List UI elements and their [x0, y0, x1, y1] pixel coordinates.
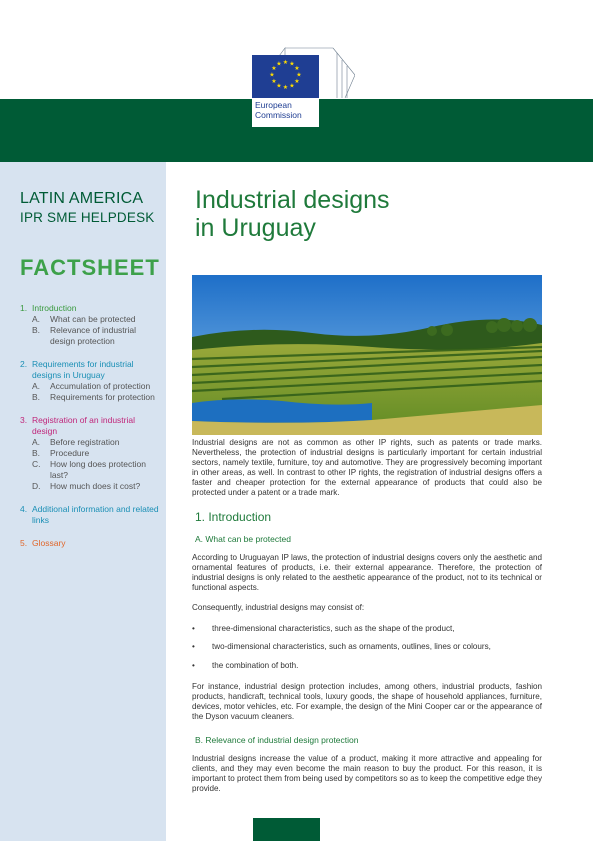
- paragraph-relevance: Industrial designs increase the value of a product, making it more attractive and appealing for clients, and they may even become the main reason to buy the product. For this reason, it is important to protect them from being used by competitors so as to keep the competitive edge they provide.: [192, 754, 543, 794]
- svg-text:★: ★: [296, 71, 302, 79]
- subheading-relevance: B. Relevance of industrial design protection: [195, 735, 359, 745]
- toc-label: Registration of an industrial design: [32, 415, 136, 436]
- toc-sublink[interactable]: [32, 314, 160, 325]
- title-line-2: in Uruguay: [195, 214, 316, 242]
- toc-section: [20, 538, 160, 549]
- svg-text:★: ★: [271, 78, 277, 85]
- toc-link[interactable]: [20, 538, 160, 549]
- toc-sub-label: Before registration: [50, 437, 120, 447]
- toc-label: Glossary: [32, 538, 66, 548]
- svg-text:★: ★: [276, 60, 282, 68]
- toc-sublink[interactable]: [32, 381, 160, 392]
- table-of-contents: [20, 303, 160, 561]
- ec-logo-line2: Commission: [255, 110, 302, 120]
- toc-sub-label: How long does protection last?: [50, 459, 146, 480]
- toc-sub-letter: B.: [32, 392, 41, 402]
- toc-link[interactable]: [20, 504, 160, 526]
- list-item-text: the combination of both.: [212, 661, 299, 670]
- svg-text:★: ★: [294, 65, 300, 72]
- vineyard-photo: [192, 275, 542, 435]
- paragraph-consist-of: Consequently, industrial designs may consist of:: [192, 603, 365, 612]
- svg-text:★: ★: [271, 65, 277, 72]
- toc-number: 1.: [20, 303, 28, 313]
- title-line-1: Industrial designs: [195, 186, 390, 214]
- sidebar-title-region: LATIN AMERICA: [20, 190, 144, 207]
- toc-label: Requirements for industrial designs in Uruguay: [32, 359, 134, 380]
- list-item-text: two-dimensional characteristics, such as ornaments, outlines, lines or colours,: [212, 642, 491, 651]
- toc-sub-letter: C.: [32, 459, 41, 469]
- svg-text:★: ★: [276, 82, 282, 90]
- toc-number: 3.: [20, 415, 28, 425]
- eu-flag-icon: [252, 55, 319, 98]
- toc-sub-label: Relevance of industrial design protection: [50, 325, 136, 346]
- toc-sublink[interactable]: [32, 437, 160, 448]
- toc-sub-label: What can be protected: [50, 314, 136, 324]
- factsheet-label: FACTSHEET: [20, 255, 160, 280]
- toc-sub-label: Accumulation of protection: [50, 381, 151, 391]
- toc-label: Additional information and related links: [32, 504, 159, 525]
- toc-link[interactable]: [20, 359, 160, 381]
- toc-number: 2.: [20, 359, 28, 369]
- paragraph-protection-scope: According to Uruguayan IP laws, the protection of industrial designs covers only the aesthetic and ornamental features of products, i.e. their external appearance. Therefore, the protection of industrial designs is only related to the aesthetic appearance of the product, not to its technical or functional aspects.: [192, 553, 542, 593]
- footer-green-tab: [253, 818, 320, 841]
- svg-text:★: ★: [282, 84, 289, 91]
- toc-section: [20, 415, 160, 492]
- ec-logo-text: [255, 100, 302, 120]
- svg-text:★: ★: [269, 71, 275, 79]
- toc-sublink[interactable]: [32, 392, 160, 403]
- toc-section: [20, 504, 160, 526]
- svg-text:★: ★: [294, 78, 300, 85]
- section-heading-introduction: 1. Introduction: [195, 510, 272, 524]
- paragraph-examples: For instance, industrial design protection includes, among others, industrial products, fashion products, handicraft, technical tools, luxury goods, the shape of household appliances, furniture, devices, motor vehicles, etc. For example, the design of the Mini Cooper car or the appearance of the Dyson vacuum cleaners.: [192, 682, 542, 722]
- toc-link[interactable]: [20, 303, 160, 314]
- subheading-what-can-be-protected: A. What can be protected: [195, 534, 291, 544]
- toc-sub-letter: A.: [32, 314, 41, 324]
- toc-sub-letter: B.: [32, 325, 41, 335]
- svg-text:★: ★: [282, 59, 289, 66]
- svg-text:★: ★: [289, 60, 295, 68]
- toc-number: 4.: [20, 504, 28, 514]
- toc-sublink[interactable]: [32, 481, 160, 492]
- intro-paragraph: Industrial designs are not as common as other IP rights, such as patents or trade marks. Nevertheless, the protection of industrial designs is particularly important for certain industrial sectors, namely textile, furniture, toy and automotive. They are progressively becoming important in other areas, as well. In contrast to other IP rights, the registration of industrial designs offers a faster and cheaper protection for the external appearance of products that could also be protected under a patent or a trade mark.: [192, 438, 542, 498]
- page-title: [195, 186, 390, 242]
- toc-section: [20, 303, 160, 347]
- toc-sub-label: Requirements for protection: [50, 392, 155, 402]
- toc-label: Introduction: [32, 303, 77, 313]
- bullet-icon: •: [192, 661, 195, 670]
- toc-sub-letter: B.: [32, 448, 41, 458]
- svg-text:★: ★: [289, 82, 295, 90]
- toc-sublink[interactable]: [32, 325, 160, 347]
- toc-sub-label: How much does it cost?: [50, 481, 141, 491]
- toc-sub-letter: A.: [32, 381, 41, 391]
- toc-sub-letter: A.: [32, 437, 41, 447]
- toc-sub-label: Procedure: [50, 448, 90, 458]
- toc-sublink[interactable]: [32, 459, 160, 481]
- toc-sublink[interactable]: [32, 448, 160, 459]
- toc-link[interactable]: [20, 415, 160, 437]
- toc-number: 5.: [20, 538, 28, 548]
- sidebar-title-helpdesk: IPR SME HELPDESK: [20, 210, 155, 225]
- bullet-icon: •: [192, 624, 195, 633]
- bullet-icon: •: [192, 642, 195, 651]
- toc-sub-letter: D.: [32, 481, 41, 491]
- ec-logo-line1: European: [255, 100, 292, 110]
- list-item-text: three-dimensional characteristics, such as the shape of the product,: [212, 624, 455, 633]
- toc-section: [20, 359, 160, 403]
